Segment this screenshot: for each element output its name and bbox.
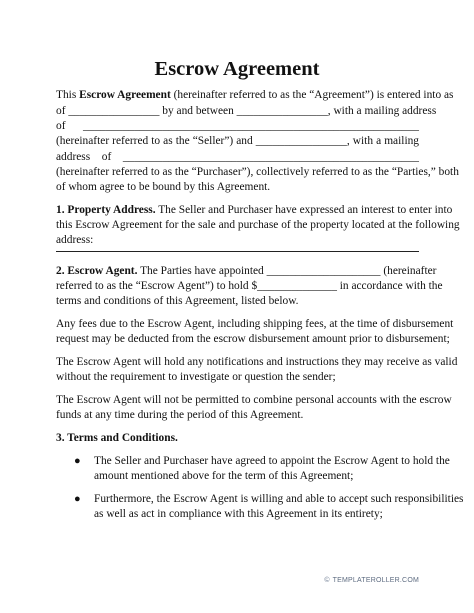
- intro-line: (hereinafter referred to as the “Purchaser”), collectively referred to as the “Parties,” both: [56, 166, 459, 178]
- section-2-line: terms and conditions of this Agreement, listed below.: [56, 295, 299, 307]
- bullet-1-line: amount mentioned above for the term of this Agreement;: [94, 470, 354, 482]
- section-1-line: address:: [56, 234, 94, 246]
- section-1-line: [56, 203, 453, 218]
- section-1-heading: 1. Property Address.: [56, 204, 156, 216]
- intro-text: (hereinafter referred to as the “Agreement”) is entered into as: [170, 89, 454, 101]
- section-2-heading: 2. Escrow Agent.: [56, 265, 138, 277]
- intro-line: (hereinafter referred to as the “Seller”) and ________________, with a mailing: [56, 135, 419, 147]
- intro-line: of ___________________________________________________________: [56, 120, 419, 132]
- document-title: Escrow Agreement: [154, 58, 320, 80]
- section-2-line: referred to as the “Escrow Agent”) to hold $______________ in accordance with the: [56, 280, 443, 292]
- footer-link[interactable]: TEMPLATEROLLER.COM: [332, 577, 419, 584]
- intro-text: This: [56, 89, 80, 101]
- bullet-icon: ●: [74, 455, 81, 467]
- intro-line: address of ____________________________________________________: [56, 151, 419, 163]
- bullet-1-line: The Seller and Purchaser have agreed to appoint the Escrow Agent to hold the: [94, 455, 450, 467]
- copyright-icon: ©: [324, 577, 330, 584]
- footer-brand: [324, 577, 419, 584]
- intro-line: [56, 88, 454, 103]
- intro-line: of whom agree to be bound by this Agreement.: [56, 181, 271, 193]
- bullet-icon: ●: [74, 493, 81, 505]
- section-3-heading: 3. Terms and Conditions.: [56, 432, 178, 444]
- section-1-line: this Escrow Agreement for the sale and purchase of the property located at the following: [56, 219, 460, 231]
- intro-line: of ________________ by and between ________________, with a mailing address: [56, 105, 437, 117]
- bullet-2-line: as well as act in compliance with this Agreement in its entirety;: [94, 508, 383, 520]
- fees-paragraph-line: request may be deducted from the escrow disbursement amount prior to disbursement;: [56, 333, 450, 345]
- section-2-line: [56, 264, 437, 279]
- agreement-name: Escrow Agreement: [79, 89, 171, 101]
- accounts-paragraph-line: funds at any time during the period of this Agreement.: [56, 409, 304, 421]
- bullet-2-line: Furthermore, the Escrow Agent is willing and able to accept such responsibilities: [94, 493, 464, 505]
- notifications-paragraph-line: without the requirement to investigate or question the sender;: [56, 371, 336, 383]
- section-1-text: The Seller and Purchaser have expressed an interest to enter into: [155, 204, 453, 216]
- notifications-paragraph-line: The Escrow Agent will hold any notifications and instructions they may receive as valid: [56, 356, 458, 368]
- section-2-text: The Parties have appointed ____________________ (hereinafter: [137, 265, 437, 277]
- fees-paragraph-line: Any fees due to the Escrow Agent, including shipping fees, at the time of disbursement: [56, 318, 454, 330]
- accounts-paragraph-line: The Escrow Agent will not be permitted to combine personal accounts with the escrow: [56, 394, 452, 406]
- address-blank-line: [56, 251, 419, 252]
